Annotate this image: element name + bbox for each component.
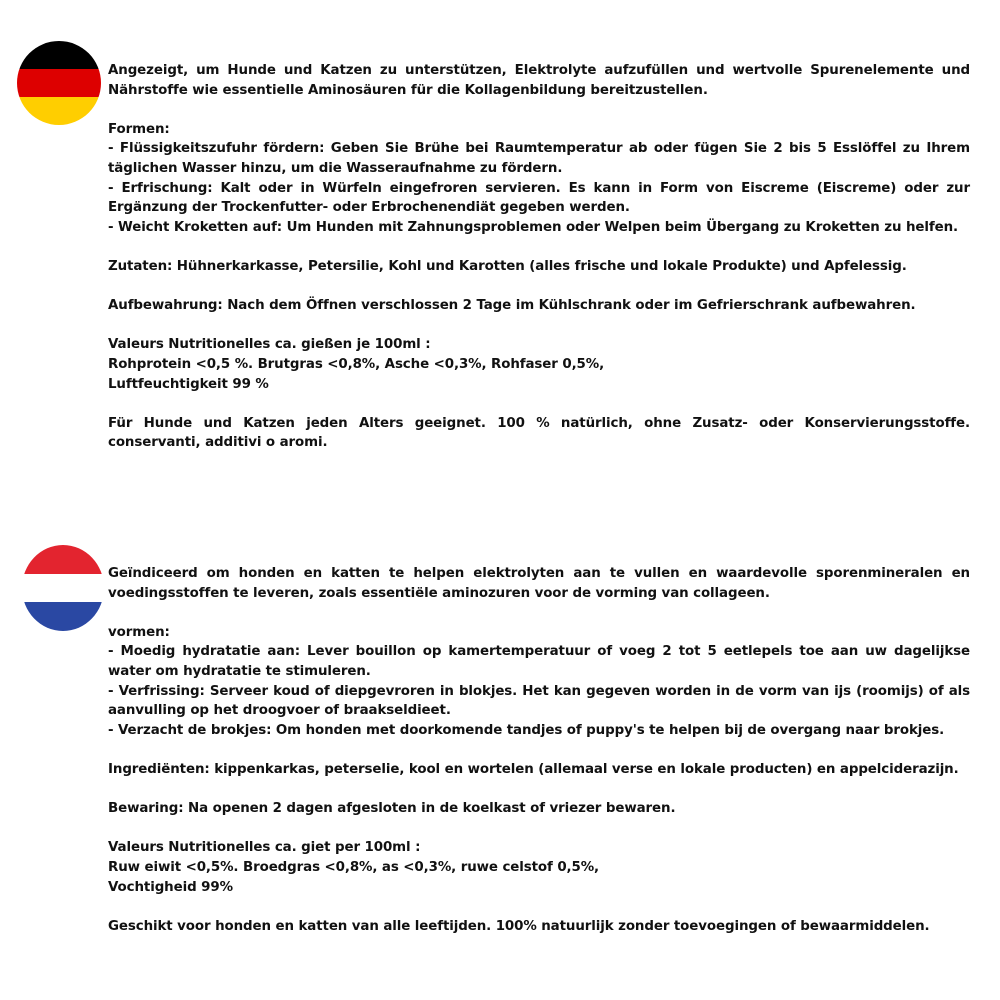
german-form-item: - Erfrischung: Kalt oder in Würfeln eingefroren servieren. Es kann in Form von Eiscreme (Eiscreme) oder zur Ergänzung der Trockenfutter- oder Erbrochenendiät gegeben werden. [108,180,970,216]
flag-stripe-red [22,545,104,574]
dutch-nutrition-line: Ruw eiwit <0,5%. Broedgras <0,8%, as <0,3%, ruwe celstof 0,5%, [108,859,600,875]
german-nutrition-heading: Valeurs Nutritionelles ca. gießen je 100ml : [108,337,431,353]
dutch-nutrition-line: Vochtigheid 99% [108,879,233,895]
german-section [108,61,970,453]
flag-stripe-black [17,41,101,69]
german-ingredients: Zutaten: Hühnerkarkasse, Petersilie, Kohl und Karotten (alles frische und lokale Produkte) und Apfelessig. [108,258,907,274]
dutch-storage: Bewaring: Na openen 2 dagen afgesloten in de koelkast of vriezer bewaren. [108,801,676,817]
dutch-section [108,564,970,936]
dutch-form-item: - Verzacht de brokjes: Om honden met doorkomende tandjes of puppy's te helpen bij de overgang naar brokjes. [108,722,945,738]
german-storage: Aufbewahrung: Nach dem Öffnen verschlossen 2 Tage im Kühlschrank oder im Gefrierschrank aufbewahren. [108,298,916,314]
german-intro: Angezeigt, um Hunde und Katzen zu unterstützen, Elektrolyte aufzufüllen und wertvolle Spurenelemente und Nährstoffe wie essentielle Aminosäuren für die Kollagenbildung bereitzustellen. [108,63,970,98]
dutch-nutrition-heading: Valeurs Nutritionelles ca. giet per 100ml : [108,840,421,856]
german-nutrition-line: Rohprotein <0,5 %. Brutgras <0,8%, Asche <0,3%, Rohfaser 0,5%, [108,356,605,372]
german-form-item: - Weicht Kroketten auf: Um Hunden mit Zahnungsproblemen oder Welpen beim Übergang zu Kroketten zu helfen. [108,219,959,235]
dutch-form-item: - Moedig hydratatie aan: Lever bouillon op kamertemperatuur of voeg 2 tot 5 eetlepels toe aan uw dagelijkse water om hydratatie te stimuleren. [108,644,970,679]
dutch-intro: Geïndiceerd om honden en katten te helpen elektrolyten aan te vullen en waardevolle sporenmineralen en voedingsstoffen te leveren, zoals essentiële aminozuren voor de vorming van collageen. [108,566,970,601]
dutch-form-item: - Verfrissing: Serveer koud of diepgevroren in blokjes. Het kan gegeven worden in de vorm van ijs (roomijs) of als aanvulling op het droogvoer of braakseldieet. [108,683,970,719]
german-forms-heading: Formen: [108,121,170,137]
netherlands-flag-icon [22,545,104,631]
dutch-suitability: Geschikt voor honden en katten van alle leeftijden. 100% natuurlijk zonder toevoegingen of bewaarmiddelen. [108,918,930,934]
dutch-forms-heading: vormen: [108,624,170,640]
german-nutrition-line: Luftfeuchtigkeit 99 % [108,376,269,392]
flag-stripe-gold [17,97,101,125]
flag-stripe-blue [22,602,104,631]
dutch-ingredients: Ingrediënten: kippenkarkas, peterselie, kool en wortelen (allemaal verse en lokale producten) en appelciderazijn. [108,761,959,777]
german-suitability: Für Hunde und Katzen jeden Alters geeignet. 100 % natürlich, ohne Zusatz- oder Konservierungsstoffe. conservanti, additivi o aromi. [108,415,970,451]
germany-flag-icon [17,41,101,125]
flag-stripe-red [17,69,101,97]
flag-stripe-white [22,574,104,603]
german-form-item: - Flüssigkeitszufuhr fördern: Geben Sie Brühe bei Raumtemperatur ab oder fügen Sie 2 bis 5 Esslöffel zu Ihrem täglichen Wasser hinzu, um die Wasseraufnahme zu fördern. [108,141,970,176]
